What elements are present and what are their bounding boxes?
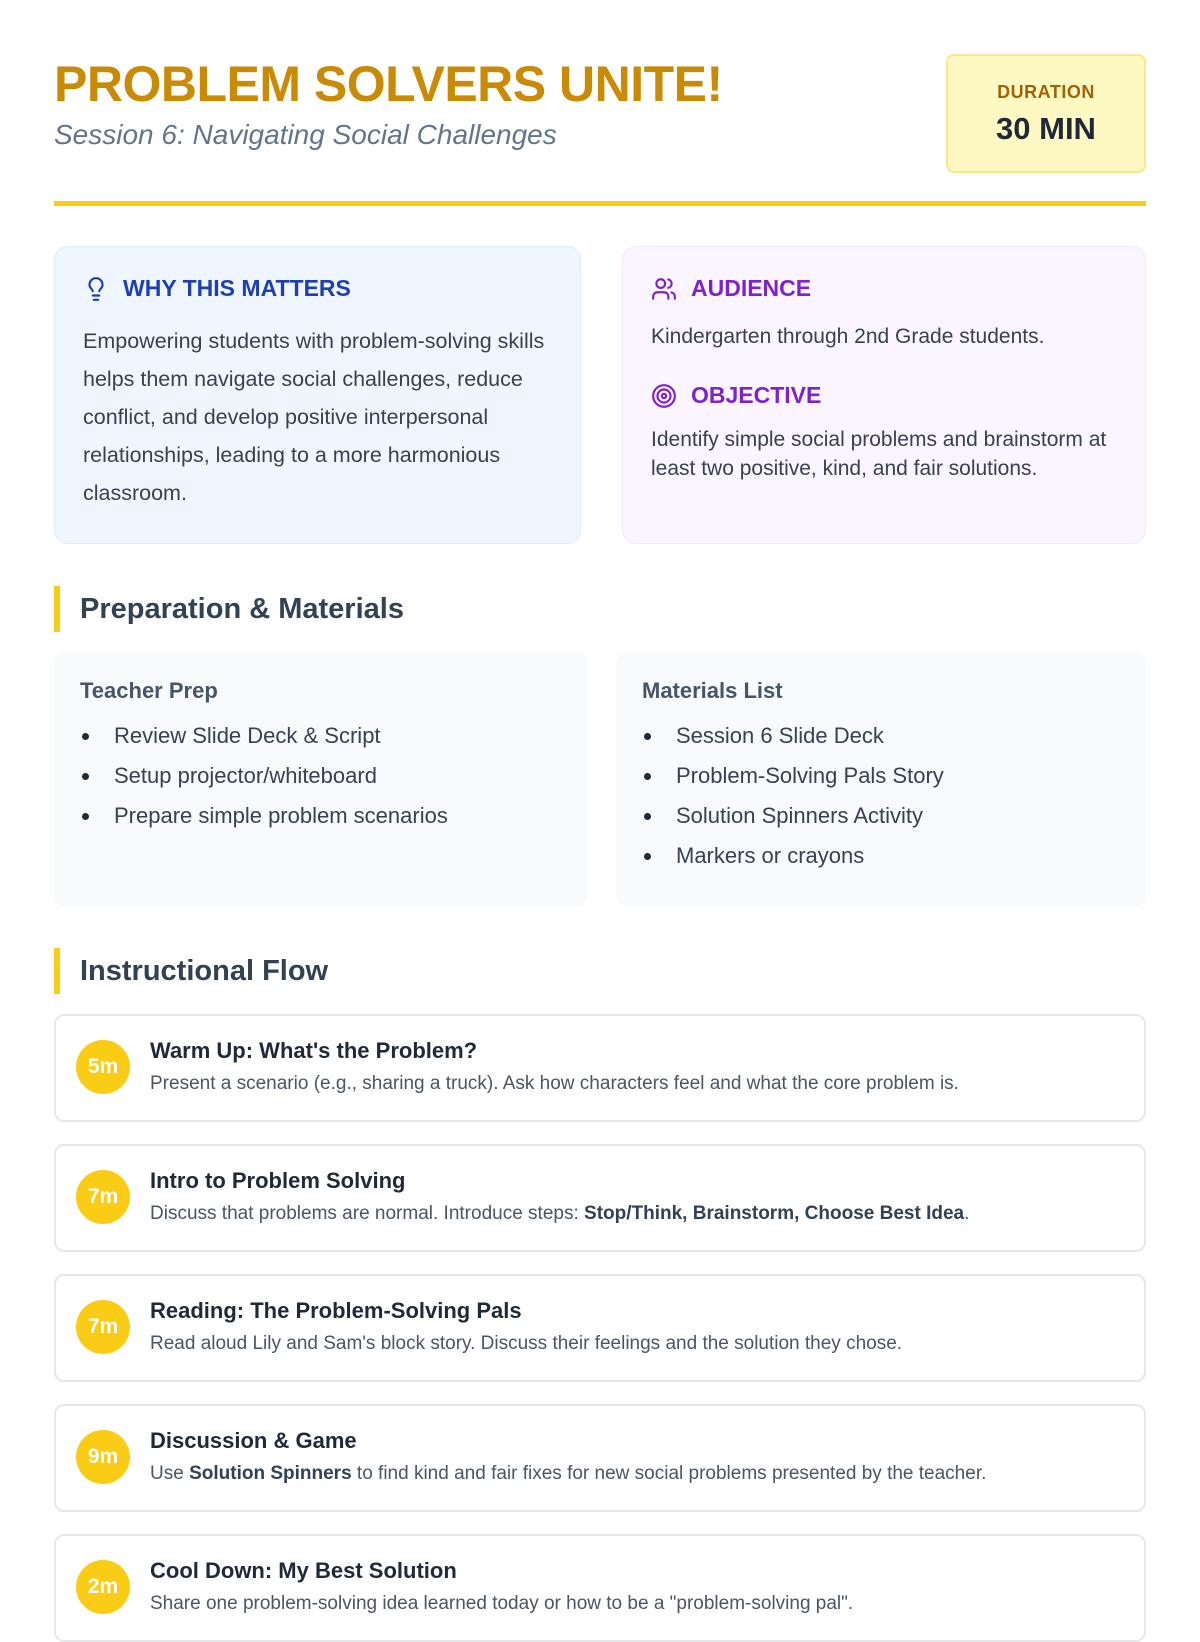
objective-heading-text: OBJECTIVE (691, 382, 822, 408)
step-title: Reading: The Problem-Solving Pals (150, 1298, 522, 1323)
target-icon (651, 383, 677, 409)
duration-value: 30 MIN (996, 111, 1096, 146)
page-header (54, 0, 1146, 206)
audience-heading-text: AUDIENCE (691, 275, 812, 301)
step-description-text: Use (150, 1463, 190, 1484)
list-item: Review Slide Deck & Script (80, 716, 562, 756)
step-description: Share one problem-solving idea learned today or how to be a "problem-solving pal". (150, 1593, 854, 1614)
users-icon (651, 276, 677, 302)
materials-list-title: Materials List (642, 678, 783, 703)
list-item: Problem-Solving Pals Story (642, 756, 1120, 796)
preparation-section (54, 652, 1146, 906)
why-this-matters-card (54, 246, 581, 544)
page-title: PROBLEM SOLVERS UNITE! (54, 56, 723, 112)
teacher-prep-list (80, 716, 562, 836)
instructional-flow (54, 1014, 1146, 1642)
list-item: Markers or crayons (642, 836, 1120, 876)
why-this-matters-heading (83, 275, 552, 302)
teacher-prep-title: Teacher Prep (80, 678, 218, 703)
audience-objective-card (622, 246, 1146, 544)
step-title: Cool Down: My Best Solution (150, 1558, 457, 1583)
step-title: Intro to Problem Solving (150, 1168, 406, 1193)
step-description (150, 1203, 969, 1225)
preparation-section-heading: Preparation & Materials (54, 586, 1146, 632)
step-description-text: to find kind and fair fixes for new social problems presented by the teacher. (351, 1463, 987, 1484)
list-item: Setup projector/whiteboard (80, 756, 562, 796)
step-description (150, 1463, 986, 1485)
step-description-emphasis: Solution Spinners (189, 1463, 352, 1484)
objective-text: Identify simple social problems and brainstorm at least two positive, kind, and fair solutions. (651, 428, 1107, 480)
page-subtitle: Session 6: Navigating Social Challenges (54, 119, 557, 150)
time-badge: 7m (76, 1170, 130, 1224)
audience-text: Kindergarten through 2nd Grade students. (651, 325, 1045, 348)
materials-list-box (616, 652, 1146, 906)
time-badge: 5m (76, 1040, 130, 1094)
audience-heading (651, 275, 1117, 302)
info-cards (54, 246, 1146, 544)
time-badge: 2m (76, 1560, 130, 1614)
step-title: Warm Up: What's the Problem? (150, 1038, 478, 1063)
materials-list (642, 716, 1120, 876)
list-item: Session 6 Slide Deck (642, 716, 1120, 756)
duration-box (946, 54, 1146, 173)
why-text: Empowering students with problem-solving skills helps them navigate social challenges, reduce conflict, and develop positive interpersonal relationships, leading to a more harmonious classroom. (83, 329, 545, 505)
flow-step (54, 1274, 1146, 1382)
list-item: Prepare simple problem scenarios (80, 796, 562, 836)
duration-label: DURATION (997, 82, 1095, 102)
time-badge: 9m (76, 1430, 130, 1484)
step-description-text: Discuss that problems are normal. Introduce steps: (150, 1203, 585, 1224)
objective-heading (651, 382, 1117, 409)
flow-step (54, 1014, 1146, 1122)
teacher-prep-box (54, 652, 588, 906)
flow-step (54, 1144, 1146, 1252)
instructional-flow-heading: Instructional Flow (54, 948, 1146, 994)
step-title: Discussion & Game (150, 1428, 357, 1453)
step-description-text: . (964, 1203, 970, 1224)
step-description-emphasis: Stop/Think, Brainstorm, Choose Best Idea (584, 1203, 965, 1224)
time-badge: 7m (76, 1300, 130, 1354)
step-description: Read aloud Lily and Sam's block story. Discuss their feelings and the solution they chose. (150, 1333, 903, 1354)
step-description: Present a scenario (e.g., sharing a truck). Ask how characters feel and what the core problem is. (150, 1073, 959, 1094)
flow-step (54, 1404, 1146, 1512)
lightbulb-icon (83, 276, 109, 302)
list-item: Solution Spinners Activity (642, 796, 1120, 836)
flow-step (54, 1534, 1146, 1642)
why-heading-text: WHY THIS MATTERS (123, 275, 351, 301)
